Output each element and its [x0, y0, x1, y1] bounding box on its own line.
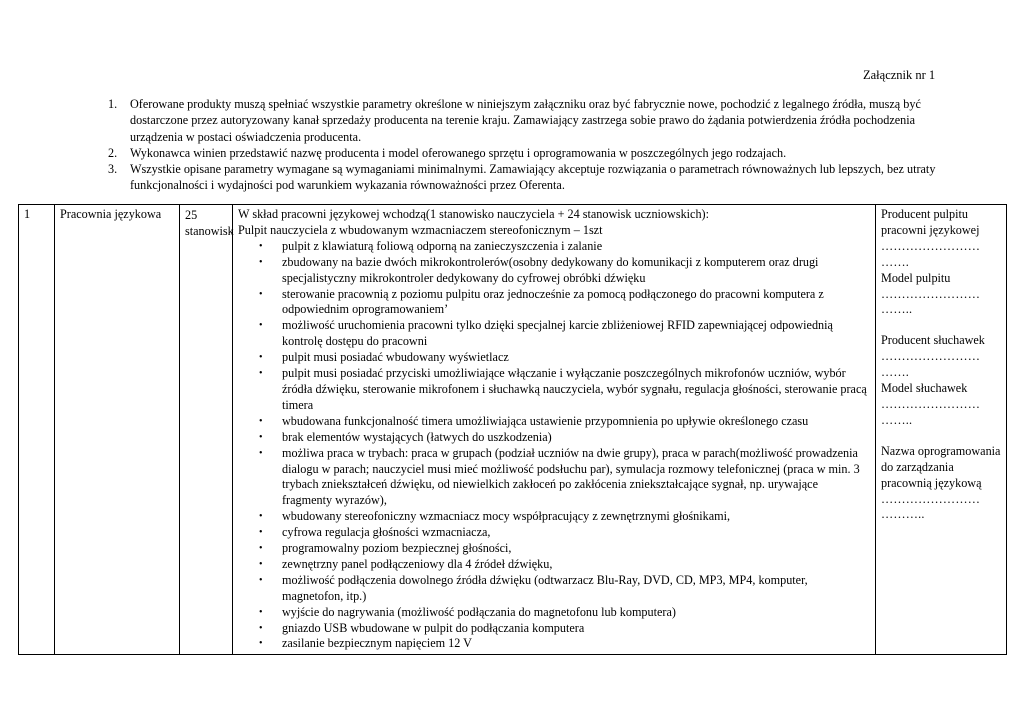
requirement-item: [259, 318, 871, 350]
fill-field-blank[interactable]: ………..: [881, 507, 925, 522]
requirement-item: [259, 620, 871, 637]
requirement-text: możliwa praca w trybach: praca w grupach (podział uczniów na dwie grupy), praca w parach(możliwość prowadzenia dialogu w parach; nauczyciel musi mieć możliwość podsłuchu par), symulacja rozmowy telefonicznej (praca w min. 3 trybach zniekształceń dźwięku, od niewielkich zakłoceń po zakłócenia zniekształcające sygnał, np. urywające fragmenty wyrazów),: [282, 445, 860, 508]
bullet-icon: •: [259, 543, 263, 555]
requirement-text: zbudowany na bazie dwóch mikrokontrolerów(osobny dedykowany do komunikacji z komputerem oraz drugi specjalistyczny mikrokontroler dedykowany do cyfrowej obróbki dźwięku: [282, 254, 819, 285]
requirement-text: wyjście do nagrywania (możliwość podłączania do magnetofonu lub komputera): [282, 604, 676, 619]
bullet-icon: •: [259, 256, 263, 268]
bullet-icon: •: [259, 415, 263, 427]
requirement-text: zasilanie bezpiecznym napięciem 12 V: [282, 636, 472, 651]
bullet-icon: •: [259, 368, 263, 380]
fill-field-blank[interactable]: ……………………: [881, 238, 981, 253]
fill-field-blank[interactable]: ……..: [881, 412, 913, 427]
fill-field-blank[interactable]: ……………………: [881, 286, 981, 301]
bullet-icon: •: [259, 447, 263, 459]
requirement-text: sterowanie pracownią z poziomu pulpitu oraz jednocześnie za pomocą podłączonego do pracowni komputera z odpowiednim oprogramowaniem’: [282, 286, 824, 317]
requirement-item: [259, 366, 871, 414]
requirement-item: [259, 445, 871, 510]
fill-field-label: Model słuchawek: [881, 381, 968, 396]
requirements-list: [238, 239, 871, 653]
requirement-item: [259, 556, 871, 573]
intro-item-text: Oferowane produkty muszą spełniać wszystkie parametry określone w niniejszym załączniku oraz być fabrycznie nowe, pochodzić z legalnego źródła, muszą być dostarczone przez autoryzowany kanał sprzedaży producenta na terenie kraju. Zamawiający zastrzega sobie prawo do żądania potwierdzenia źródła pochodzenia urządzenia w postaci oświadczenia producenta.: [130, 97, 921, 144]
vendor-fill-in-fields: [876, 205, 1007, 655]
bullet-icon: •: [259, 288, 263, 300]
table-row: [19, 205, 1007, 655]
bullet-icon: •: [259, 431, 263, 443]
description-intro: W skład pracowni językowej wchodzą(1 stanowisko nauczyciela + 24 stanowisk uczniowskich):: [238, 207, 709, 221]
fill-field-blank[interactable]: ……..: [881, 302, 913, 317]
bullet-icon: •: [259, 574, 263, 586]
requirement-item: [259, 238, 871, 255]
intro-item-number: 2.: [108, 145, 118, 160]
requirement-item: [259, 413, 871, 430]
requirement-text: pulpit musi posiadać wbudowany wyświetlacz: [282, 350, 509, 365]
description-subtitle: Pulpit nauczyciela z wbudowanym wzmacniaczem stereofonicznym – 1szt: [238, 222, 603, 237]
specification-table: [18, 204, 1007, 655]
intro-item-text: Wszystkie opisane parametry wymagane są wymaganiami minimalnymi. Zamawiający akceptuje rozwiązania o parametrach równoważnych lub lepszych, bez utraty funkcjonalności i wydajności pod warunkiem wykazania równoważności przez Oferenta.: [130, 162, 936, 193]
requirement-item: [259, 350, 871, 366]
bullet-icon: •: [259, 558, 263, 570]
intro-item-number: 1.: [108, 97, 118, 111]
spacer: [881, 318, 1002, 333]
bullet-icon: •: [259, 527, 263, 539]
fill-field-label: Producent pulpitu pracowni językowej: [881, 207, 980, 237]
fill-field-label: Model pulpitu: [881, 270, 951, 285]
fill-field-blank[interactable]: ……………………: [881, 349, 981, 364]
intro-item: [108, 161, 938, 194]
bullet-icon: •: [259, 240, 263, 252]
spacer: [881, 429, 1002, 444]
fill-field-label: Nazwa oprogramowania do zarządzania pracownią językową: [881, 443, 1001, 490]
requirement-text: możliwość podłączenia dowolnego źródła dźwięku (odtwarzacz Blu-Ray, DVD, CD, MP3, MP4, komputer, magnetofon, itp.): [282, 572, 808, 603]
requirement-item: [259, 572, 871, 605]
item-description: [233, 205, 876, 655]
requirement-item: [259, 509, 871, 525]
fill-field-blank[interactable]: …….: [881, 254, 910, 269]
requirement-text: wbudowany stereofoniczny wzmacniacz mocy współpracujący z zewnętrznymi głośnikami,: [282, 509, 731, 524]
bullet-icon: •: [259, 320, 263, 332]
fill-field-blank[interactable]: ……………………: [881, 396, 981, 411]
requirement-item: [259, 254, 871, 287]
requirement-text: brak elementów wystających (łatwych do uszkodzenia): [282, 429, 552, 444]
bullet-icon: •: [259, 638, 263, 650]
bullet-icon: •: [259, 606, 263, 618]
intro-item-text: Wykonawca winien przedstawić nazwę producenta i model oferowanego sprzętu i oprogramowania w poszczególnych jego rodzajach.: [130, 145, 787, 160]
requirement-item: [259, 286, 871, 319]
bullet-icon: •: [259, 511, 263, 523]
requirement-item: [259, 525, 871, 541]
requirement-item: [259, 429, 871, 446]
fill-field-blank[interactable]: ……………………: [881, 491, 981, 506]
bullet-icon: •: [259, 622, 263, 634]
row-number: 1: [19, 205, 55, 655]
requirement-item: [259, 604, 871, 621]
intro-list: [108, 96, 938, 194]
requirement-text: pulpit z klawiaturą foliową odporną na zanieczyszczenia i zalanie: [282, 238, 603, 253]
intro-item-number: 3.: [108, 162, 118, 177]
requirement-text: wbudowana funkcjonalność timera umożliwiająca ustawienie przypomnienia po upływie określonego czasu: [282, 413, 809, 428]
attachment-label: Załącznik nr 1: [863, 68, 936, 82]
requirement-item: [259, 636, 871, 652]
requirement-text: cyfrowa regulacja głośności wzmacniacza,: [282, 525, 491, 540]
requirement-text: możliwość uruchomienia pracowni tylko dzięki specjalnej karcie zbliżeniowej RFID zapewniającej odpowiednią kontrolę dostępu do pracowni: [282, 318, 833, 349]
fill-field-label: Producent słuchawek: [881, 333, 985, 348]
item-quantity: 25 stanowisk: [180, 205, 233, 655]
requirement-text: programowalny poziom bezpiecznej głośności,: [282, 541, 512, 556]
requirement-item: [259, 541, 871, 557]
fill-field-blank[interactable]: …….: [881, 365, 910, 380]
intro-item: [108, 145, 938, 161]
requirement-text: pulpit musi posiadać przyciski umożliwiające włączanie i wyłączanie poszczególnych mikrofonów uczniów, wybór źródła dźwięku, sterowanie mikrofonem i słuchawką nauczyciela, wybór sygnału, regulacja głośności, sterowanie pracą timera: [282, 366, 867, 412]
item-name: Pracownia językowa: [55, 205, 180, 655]
intro-item: [108, 96, 938, 145]
requirement-text: zewnętrzny panel podłączeniowy dla 4 źródeł dźwięku,: [282, 556, 553, 571]
requirement-text: gniazdo USB wbudowane w pulpit do podłączania komputera: [282, 620, 585, 635]
bullet-icon: •: [259, 352, 263, 364]
